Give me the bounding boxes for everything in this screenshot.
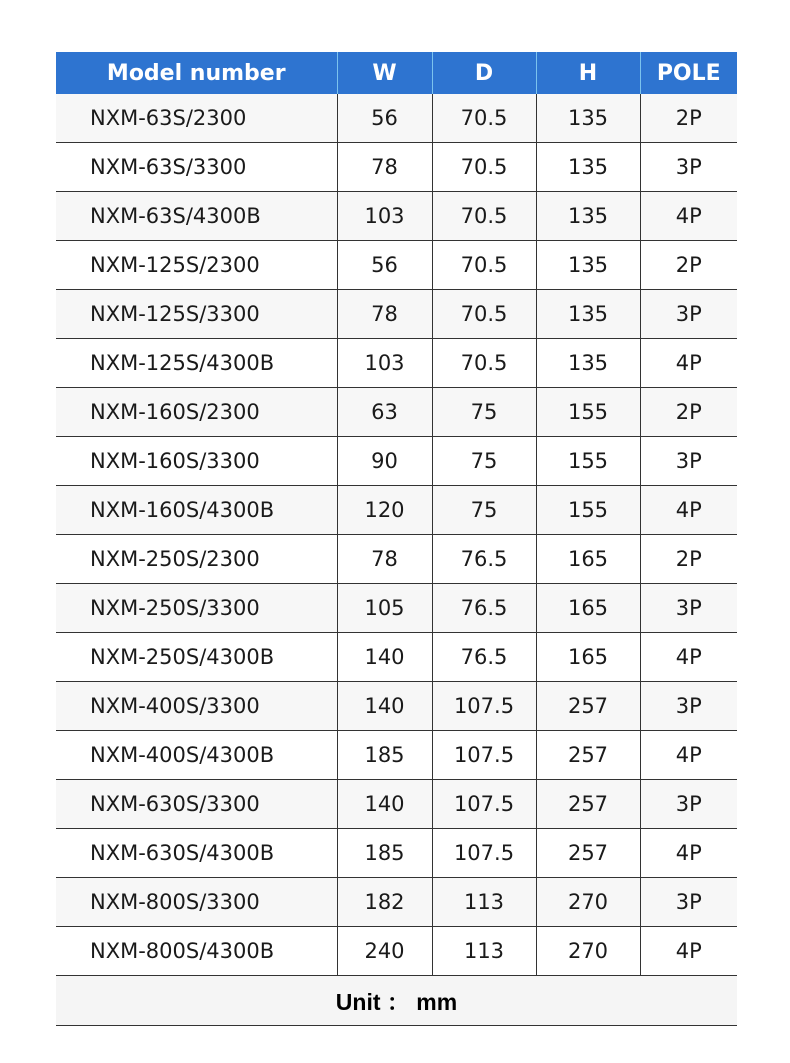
table-row bbox=[56, 486, 737, 535]
depth-cell: 70.5 bbox=[432, 290, 536, 339]
model-number-cell: NXM-125S/2300 bbox=[56, 241, 337, 290]
pole-cell: 4P bbox=[640, 829, 737, 878]
model-number-cell: NXM-63S/3300 bbox=[56, 143, 337, 192]
depth-cell: 107.5 bbox=[432, 731, 536, 780]
model-number-cell: NXM-800S/4300B bbox=[56, 927, 337, 976]
table-row bbox=[56, 241, 737, 290]
depth-cell: 70.5 bbox=[432, 339, 536, 388]
width-cell: 140 bbox=[337, 780, 432, 829]
height-cell: 135 bbox=[536, 94, 640, 143]
table-row bbox=[56, 437, 737, 486]
depth-cell: 107.5 bbox=[432, 780, 536, 829]
pole-cell: 4P bbox=[640, 192, 737, 241]
width-cell: 103 bbox=[337, 339, 432, 388]
width-cell: 182 bbox=[337, 878, 432, 927]
height-cell: 257 bbox=[536, 682, 640, 731]
table-row bbox=[56, 339, 737, 388]
header-height: H bbox=[536, 52, 640, 94]
height-cell: 155 bbox=[536, 486, 640, 535]
height-cell: 165 bbox=[536, 535, 640, 584]
pole-cell: 3P bbox=[640, 780, 737, 829]
model-number-cell: NXM-250S/2300 bbox=[56, 535, 337, 584]
pole-cell: 4P bbox=[640, 731, 737, 780]
height-cell: 257 bbox=[536, 731, 640, 780]
model-number-cell: NXM-63S/4300B bbox=[56, 192, 337, 241]
model-number-cell: NXM-400S/3300 bbox=[56, 682, 337, 731]
width-cell: 90 bbox=[337, 437, 432, 486]
width-cell: 240 bbox=[337, 927, 432, 976]
model-number-cell: NXM-125S/4300B bbox=[56, 339, 337, 388]
width-cell: 140 bbox=[337, 633, 432, 682]
model-number-cell: NXM-160S/2300 bbox=[56, 388, 337, 437]
model-number-cell: NXM-800S/3300 bbox=[56, 878, 337, 927]
depth-cell: 107.5 bbox=[432, 829, 536, 878]
height-cell: 270 bbox=[536, 927, 640, 976]
pole-cell: 2P bbox=[640, 241, 737, 290]
depth-cell: 113 bbox=[432, 878, 536, 927]
dimensions-table bbox=[56, 52, 737, 1026]
header-depth: D bbox=[432, 52, 536, 94]
table-row bbox=[56, 388, 737, 437]
header-pole: POLE bbox=[640, 52, 737, 94]
pole-cell: 3P bbox=[640, 682, 737, 731]
table-row bbox=[56, 535, 737, 584]
pole-cell: 4P bbox=[640, 633, 737, 682]
unit-note: Unit ： mm bbox=[56, 976, 737, 1026]
height-cell: 165 bbox=[536, 584, 640, 633]
depth-cell: 70.5 bbox=[432, 241, 536, 290]
table-row bbox=[56, 290, 737, 339]
model-number-cell: NXM-250S/4300B bbox=[56, 633, 337, 682]
depth-cell: 70.5 bbox=[432, 192, 536, 241]
pole-cell: 4P bbox=[640, 486, 737, 535]
width-cell: 78 bbox=[337, 535, 432, 584]
width-cell: 105 bbox=[337, 584, 432, 633]
model-number-cell: NXM-63S/2300 bbox=[56, 94, 337, 143]
table-row bbox=[56, 94, 737, 143]
table-row bbox=[56, 143, 737, 192]
table-row bbox=[56, 682, 737, 731]
width-cell: 120 bbox=[337, 486, 432, 535]
model-number-cell: NXM-630S/4300B bbox=[56, 829, 337, 878]
height-cell: 155 bbox=[536, 437, 640, 486]
model-number-cell: NXM-630S/3300 bbox=[56, 780, 337, 829]
height-cell: 135 bbox=[536, 241, 640, 290]
height-cell: 165 bbox=[536, 633, 640, 682]
pole-cell: 3P bbox=[640, 290, 737, 339]
pole-cell: 3P bbox=[640, 437, 737, 486]
depth-cell: 76.5 bbox=[432, 535, 536, 584]
pole-cell: 3P bbox=[640, 878, 737, 927]
width-cell: 56 bbox=[337, 241, 432, 290]
width-cell: 56 bbox=[337, 94, 432, 143]
dimensions-table-container bbox=[56, 52, 737, 1026]
width-cell: 63 bbox=[337, 388, 432, 437]
width-cell: 103 bbox=[337, 192, 432, 241]
height-cell: 135 bbox=[536, 339, 640, 388]
height-cell: 270 bbox=[536, 878, 640, 927]
table-row bbox=[56, 192, 737, 241]
depth-cell: 70.5 bbox=[432, 94, 536, 143]
depth-cell: 107.5 bbox=[432, 682, 536, 731]
pole-cell: 2P bbox=[640, 94, 737, 143]
height-cell: 135 bbox=[536, 290, 640, 339]
table-row bbox=[56, 927, 737, 976]
table-row bbox=[56, 829, 737, 878]
width-cell: 185 bbox=[337, 731, 432, 780]
width-cell: 140 bbox=[337, 682, 432, 731]
height-cell: 135 bbox=[536, 143, 640, 192]
table-row bbox=[56, 878, 737, 927]
model-number-cell: NXM-125S/3300 bbox=[56, 290, 337, 339]
pole-cell: 3P bbox=[640, 143, 737, 192]
model-number-cell: NXM-160S/4300B bbox=[56, 486, 337, 535]
depth-cell: 76.5 bbox=[432, 633, 536, 682]
depth-cell: 75 bbox=[432, 388, 536, 437]
model-number-cell: NXM-400S/4300B bbox=[56, 731, 337, 780]
model-number-cell: NXM-160S/3300 bbox=[56, 437, 337, 486]
table-row bbox=[56, 584, 737, 633]
width-cell: 78 bbox=[337, 143, 432, 192]
height-cell: 257 bbox=[536, 829, 640, 878]
header-model-number: Model number bbox=[56, 52, 337, 94]
depth-cell: 113 bbox=[432, 927, 536, 976]
pole-cell: 4P bbox=[640, 927, 737, 976]
height-cell: 155 bbox=[536, 388, 640, 437]
pole-cell: 2P bbox=[640, 388, 737, 437]
table-row bbox=[56, 633, 737, 682]
height-cell: 135 bbox=[536, 192, 640, 241]
width-cell: 78 bbox=[337, 290, 432, 339]
depth-cell: 75 bbox=[432, 486, 536, 535]
depth-cell: 75 bbox=[432, 437, 536, 486]
table-row bbox=[56, 780, 737, 829]
header-width: W bbox=[337, 52, 432, 94]
table-footer-row bbox=[56, 976, 737, 1026]
width-cell: 185 bbox=[337, 829, 432, 878]
table-header-row bbox=[56, 52, 737, 94]
pole-cell: 3P bbox=[640, 584, 737, 633]
pole-cell: 2P bbox=[640, 535, 737, 584]
depth-cell: 76.5 bbox=[432, 584, 536, 633]
pole-cell: 4P bbox=[640, 339, 737, 388]
height-cell: 257 bbox=[536, 780, 640, 829]
depth-cell: 70.5 bbox=[432, 143, 536, 192]
model-number-cell: NXM-250S/3300 bbox=[56, 584, 337, 633]
table-row bbox=[56, 731, 737, 780]
